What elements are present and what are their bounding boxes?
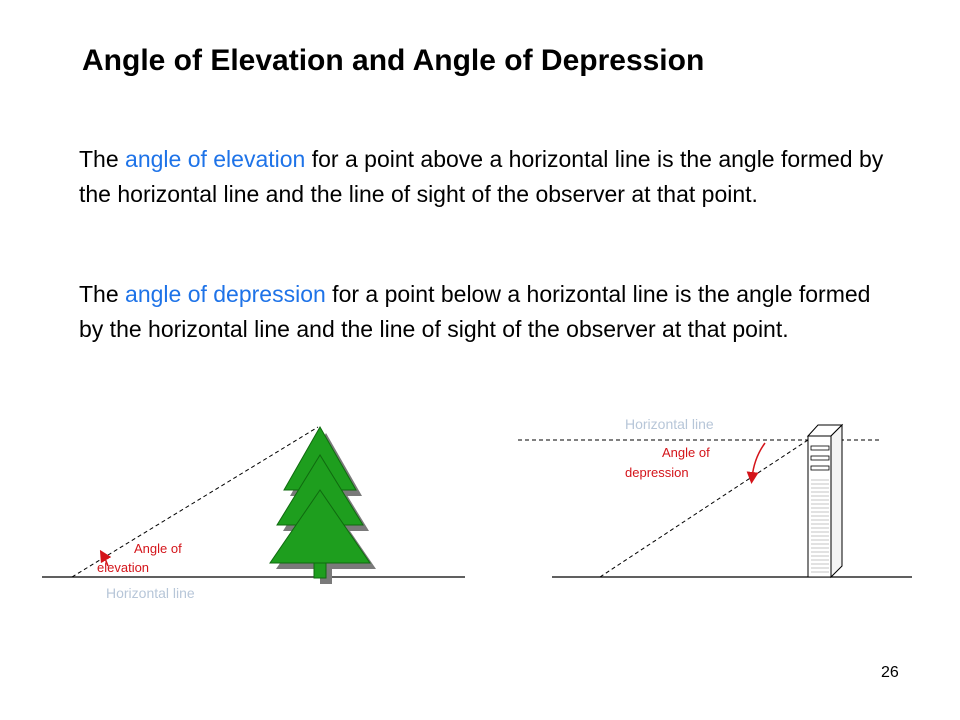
term-angle-of-depression: angle of depression [125,281,326,307]
depression-diagram [518,425,912,577]
building-icon [808,425,842,577]
definition-lead: The [79,281,126,307]
slide-title: Angle of Elevation and Angle of Depression [82,44,705,77]
tree-icon [270,427,376,584]
elevation-label-line2: elevation [97,560,150,575]
elevation-label-line1: Angle of [134,541,182,556]
horizontal-line-label-left: Horizontal line [106,585,195,601]
page-number: 26 [881,664,899,681]
definition-body: for a point below a horizontal line is the angle formed by the horizontal line and the line of sight of the observer at that point. [79,281,871,342]
definition-lead: The [79,146,126,172]
depression-label-line1: Angle of [662,445,710,460]
term-angle-of-elevation: angle of elevation [125,146,306,172]
definition-body: for a point above a horizontal line is the angle formed by the horizontal line and the line of sight of the observer at that point. [79,146,884,207]
horizontal-line-label-right: Horizontal line [625,416,714,432]
depression-label-line2: depression [625,465,689,480]
